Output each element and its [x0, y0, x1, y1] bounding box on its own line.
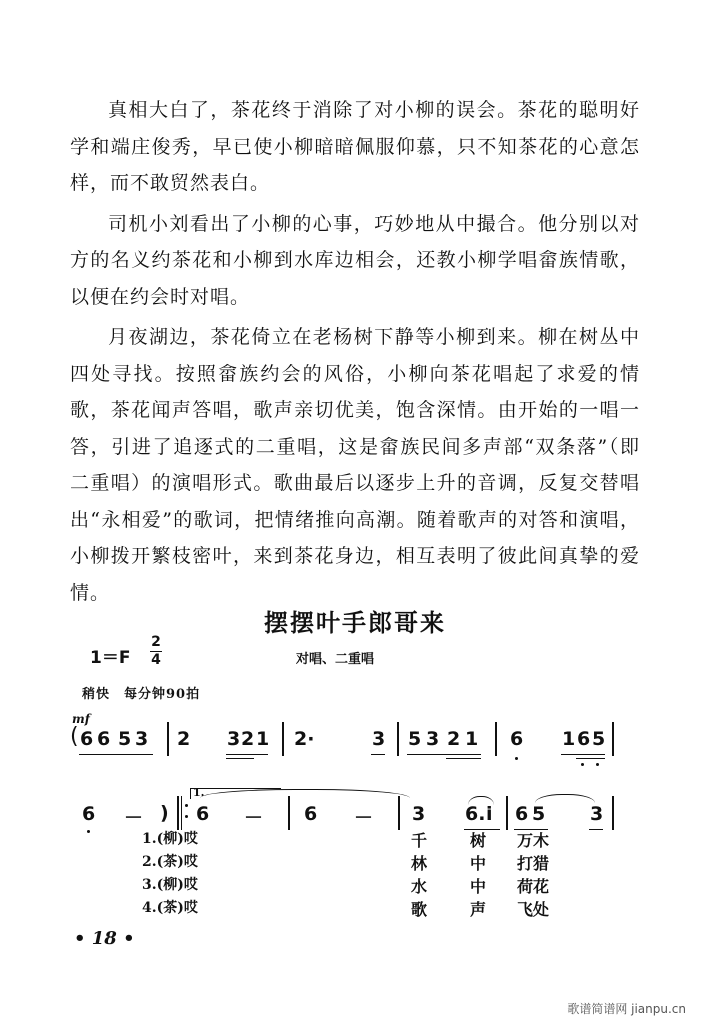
note: 1	[465, 728, 479, 750]
repeat-bar	[181, 796, 182, 830]
song-title: 摆摆叶手郎哥来	[264, 609, 446, 637]
paragraph-3: 月夜湖边，茶花倚立在老杨树下静等小柳到来。柳在树丛中四处寻找。按照畲族约会的风俗，小柳向茶花唱起了求爱的情歌，茶花闻声答唱，歌声亲切优美，饱含深情。由开始的一唱一答，引进了追逐式的二重唱，这是畲族民间多声部“双条落”（即二重唱）的演唱形式。歌曲最后以逐步上升的音调，反复交替唱出“永相爱”的歌词，把情绪推向高潮。随着歌声的对答和演唱，小柳拨开繁枝密叶，来到茶花身边，相互表明了彼此间真挚的爱情。	[70, 326, 640, 604]
lyric: 中	[470, 854, 487, 873]
lyric: 万木	[517, 831, 550, 850]
lyric: 林	[411, 854, 428, 873]
note: －	[124, 807, 144, 829]
close-paren: )	[160, 802, 169, 824]
note: 5	[408, 728, 422, 750]
lyric: 歌	[411, 900, 428, 919]
verse-label: 4.(茶)哎	[142, 900, 198, 916]
note: －	[354, 807, 374, 829]
lyric: 荷花	[517, 877, 550, 896]
meter-top: 2	[151, 634, 161, 650]
volta-number: 1.	[193, 786, 205, 799]
slur	[468, 796, 494, 805]
verse-label: 1.(柳)哎	[142, 831, 198, 847]
key-signature: 1＝F	[90, 648, 131, 668]
open-paren: (	[70, 724, 79, 749]
paragraph-1: 真相大白了，茶花终于消除了对小柳的误会。茶花的聪明好学和端庄俊秀，早已使小柳暗暗佩服仰慕，只不知茶花的心意怎样，而不敢贸然表白。	[70, 99, 640, 194]
lyric: 飞处	[517, 900, 550, 919]
note: －	[244, 807, 264, 829]
bar-line	[612, 796, 614, 830]
lyric: 树	[470, 831, 487, 850]
note: 6.	[465, 803, 486, 825]
bar-line	[612, 722, 614, 756]
note: 6	[97, 728, 111, 750]
bar-line	[177, 796, 179, 830]
note: 6	[196, 803, 210, 825]
note: 2	[447, 728, 461, 750]
tie	[535, 794, 595, 803]
time-signature	[150, 635, 162, 668]
bar-line	[397, 722, 399, 756]
lyric: 千	[411, 831, 428, 850]
note: 2	[241, 728, 255, 750]
note: 3	[412, 803, 426, 825]
verse-label: 2.(茶)哎	[142, 854, 198, 870]
note: 2·	[294, 728, 315, 750]
bar-line	[288, 796, 290, 830]
lyric: 中	[470, 877, 487, 896]
lyric: 声	[470, 900, 487, 919]
bar-line	[167, 722, 169, 756]
performance-type: 对唱、二重唱	[296, 652, 375, 667]
tie	[200, 789, 410, 798]
bar-line	[506, 796, 508, 830]
note: 5	[532, 803, 546, 825]
bar-line	[495, 722, 497, 756]
note: 3	[227, 728, 241, 750]
note: 6	[577, 728, 591, 750]
note: 5	[118, 728, 132, 750]
note: i	[486, 803, 493, 825]
note: 6	[304, 803, 318, 825]
note: 6	[80, 728, 94, 750]
tempo-marking: 稍快 每分钟90拍	[82, 687, 201, 702]
site-watermark: 歌谱简谱网 jianpu.cn	[567, 1002, 686, 1016]
note: 5	[592, 728, 606, 750]
page-number: • 18 •	[74, 928, 135, 949]
note: 3	[135, 728, 149, 750]
meter-bottom: 4	[151, 652, 161, 668]
note: 6	[510, 728, 524, 750]
note: 6	[515, 803, 529, 825]
lyric: 打猎	[517, 854, 550, 873]
bar-line	[282, 722, 284, 756]
lyric: 水	[411, 877, 428, 896]
verse-label: 3.(柳)哎	[142, 877, 198, 893]
paragraph-2: 司机小刘看出了小柳的心事，巧妙地从中撮合。他分别以对方的名义约茶花和小柳到水库边相会，还教小柳学唱畲族情歌，以便在约会时对唱。	[70, 212, 640, 308]
note: 3	[426, 728, 440, 750]
dynamic-marking: mf	[72, 712, 90, 726]
note: 6	[82, 803, 96, 825]
note: 1	[562, 728, 576, 750]
note: 3	[590, 803, 604, 825]
bar-line	[398, 796, 400, 830]
note: 3	[372, 728, 386, 750]
note: 1	[256, 728, 270, 750]
note: 2	[177, 728, 191, 750]
story-text	[70, 92, 640, 611]
